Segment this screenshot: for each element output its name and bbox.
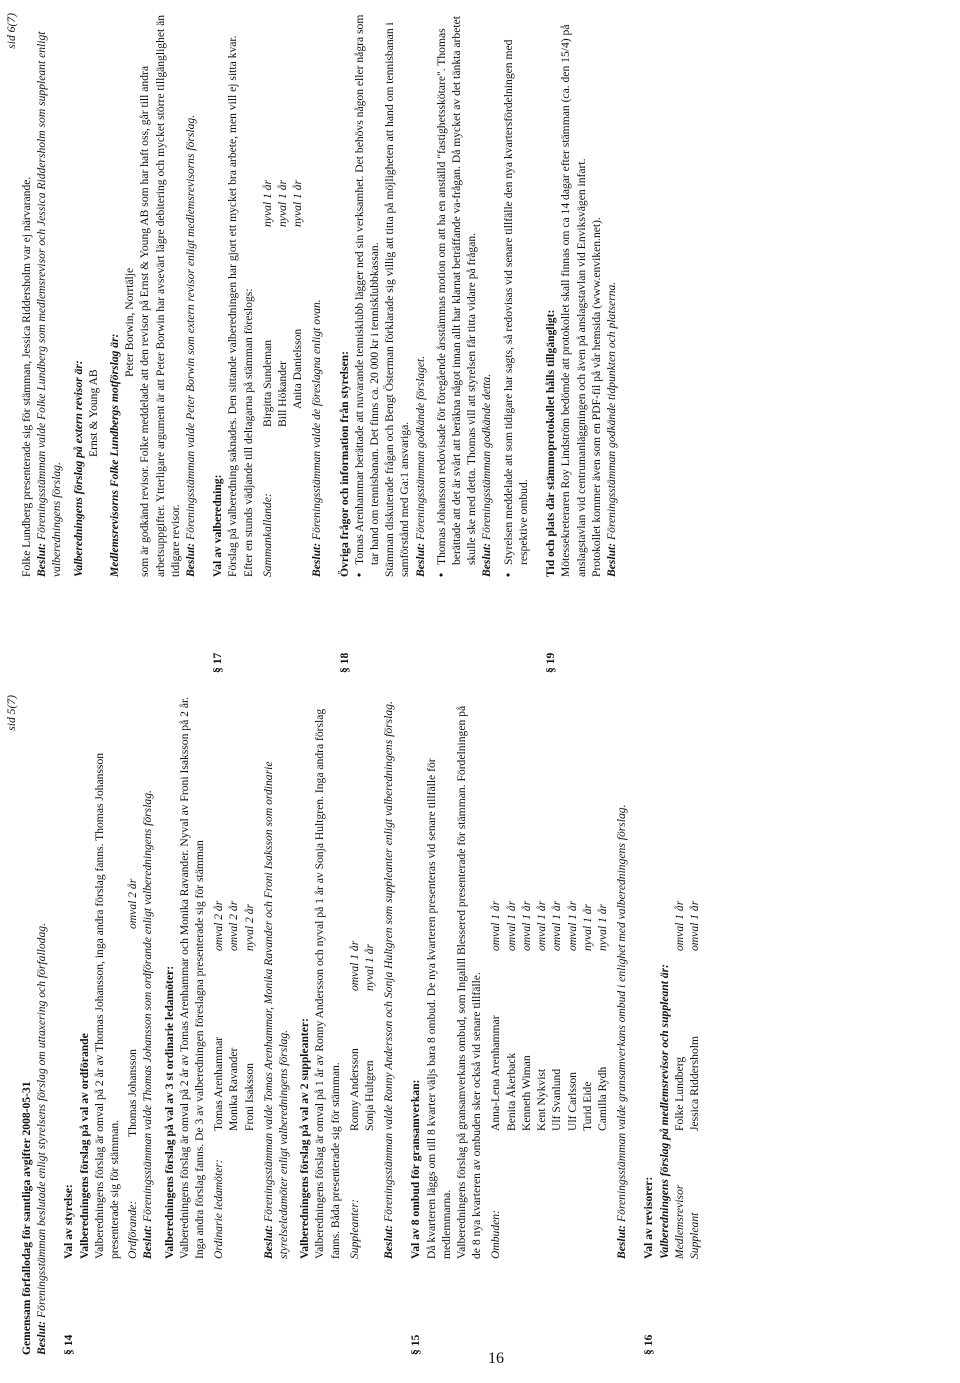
decision-label: Beslut: xyxy=(261,1224,275,1259)
decision-text: Föreningsstämman valde Peter Borwin som extern revisor enligt medlemsrevisorns förslag. xyxy=(184,114,198,540)
subheading: Valberedningens förslag på val av ordförande xyxy=(77,1033,91,1259)
term: omval 2 år xyxy=(126,878,140,929)
person-name: Kenneth Wiman xyxy=(519,1055,533,1131)
section-number: § 19 xyxy=(544,652,558,673)
subheading: Valberedningens förslag på val av 2 suppleanter: xyxy=(298,1018,312,1259)
decision-text: Föreningsstämman godkände tidpunkten och platserna. xyxy=(604,281,618,540)
person-name: Froni Isaksson xyxy=(242,1063,256,1131)
section-number: § 16 xyxy=(642,1334,656,1355)
paragraph: Valberedningens förslag är omval på 2 år av Tomas Arenhammar och Monika Ravander. Nyval av Froni Isaksson på 2 år. Inga andra förslag fanns. De 3 av valberedningen föreslagna presenterade sig för stämman xyxy=(177,696,207,1259)
decision xyxy=(140,695,155,1259)
bullet-icon: • xyxy=(352,572,366,577)
term: nyval 1 år xyxy=(580,903,594,951)
role-label: Sammankallande: xyxy=(260,493,274,577)
decision xyxy=(614,695,629,1259)
section-19-heading xyxy=(543,13,558,673)
page-number: 16 xyxy=(488,1350,504,1367)
person-name: Jessica Riddersholm xyxy=(687,1036,701,1131)
member-list xyxy=(211,695,257,1259)
bullet-text: Tomas Arenhammar berättade att nuvarande tennisklubb lägger ned sin verksamhet. Det behövs någon eller några som tar hand om tennisbanan. Det finns ca. 20 000 kr i tennisklubbkassan. xyxy=(352,14,382,565)
decision-label: Beslut: xyxy=(184,542,198,577)
role-label: Ombuden: xyxy=(489,1210,503,1259)
section-title: Val av styrelse: xyxy=(62,1184,76,1259)
term: omval 1 år xyxy=(550,900,564,951)
section-number: § 15 xyxy=(409,1334,423,1355)
section-14-heading xyxy=(61,695,76,1355)
section-title: Val av revisorer: xyxy=(642,1176,656,1259)
decision-text: Föreningsstämman valde Folke Lundberg som medlemsrevisor och Jessica Riddersholm som suppleant enligt valberedningens förslag. xyxy=(35,31,64,577)
person-name: Birgitta Sundeman xyxy=(260,339,274,427)
page-label: sid 5(7) xyxy=(5,695,18,731)
decision-text: Föreningsstämman valde de föreslagna enligt ovan. xyxy=(310,299,324,540)
page-sid-5 xyxy=(0,695,940,1355)
decision xyxy=(34,695,49,1355)
decision-label: Beslut: xyxy=(141,1224,155,1259)
bullet-text: Styrelsen meddelade att som tidigare har sagts, så redovisas vid senare tillfälle den nya kvartersfördelningen med respektive ombud. xyxy=(501,39,530,565)
subheading: Valberedningens förslag på extern revisor är: xyxy=(71,360,85,577)
auditor-name: Peter Borwin, Norrtälje xyxy=(123,267,137,377)
person-name: Turid Eide xyxy=(580,1081,594,1131)
section-number: § 18 xyxy=(337,652,351,673)
paragraph: Protokollet kommer även som en PDF-fil på vår hemsida (www.enviken.net). xyxy=(589,217,603,577)
role-label: Medlemsrevisor xyxy=(672,1184,686,1259)
term: nyval 2 år xyxy=(242,903,256,951)
term: omval 1 år xyxy=(672,900,686,951)
term: omval 1 år xyxy=(535,900,549,951)
bullet-item xyxy=(352,13,382,577)
term: nyval 1 år xyxy=(291,179,305,227)
paragraph: som är godkänd revisor. Folke meddelade att den revisor på Ernst & Young AB som har haft oss, går till andra arbetsuppgifter. Ytterligare argument är att Peter Borwin har avsevärt lägre debitering och mycket större tillgänglighet än tidigare revisor. xyxy=(138,14,182,577)
decision xyxy=(309,13,324,577)
decision-text: Föreningsstämman godkände förslaget. xyxy=(413,355,427,540)
person-name: Ulf Svanlund xyxy=(550,1068,564,1131)
decision xyxy=(604,13,619,577)
bullet-item xyxy=(501,13,531,577)
decision xyxy=(261,695,291,1259)
paragraph: Mötessekreteraren Roy Lindström bedömde att protokollet skall finnas om ca 14 dagar efter stämman (ca. den 15/4) på anslagstavlan vid centrumanläggningen och även på anslagstavlan vid Enviksvägen infart. xyxy=(559,24,588,577)
section-title: Val av valberedning: xyxy=(211,474,225,577)
section-18-heading xyxy=(337,13,352,673)
term: nyval 1 år xyxy=(595,903,609,951)
decision xyxy=(183,13,198,577)
section-number: § 14 xyxy=(62,1334,76,1355)
paragraph: Förslag på valberedning saknades. Den sittande valberedningen har gjort ett mycket bra arbete, men vill ej sitta kvar. Efter en stunds vädjande till deltagarna på stämman föreslogs: xyxy=(226,35,255,577)
term: nyval 1 år xyxy=(276,179,290,227)
page-sid-6 xyxy=(0,13,940,673)
role-label: Suppleant xyxy=(687,1212,701,1259)
decision-label: Beslut: xyxy=(413,542,427,577)
paragraph: Valberedningens förslag är omval på 2 år av Thomas Johansson, inga andra förslag fanns. Thomas Johansson presenterade sig för stämman. xyxy=(92,752,122,1259)
paragraph: Stämman diskuterade frågan och Bengt Österman förklarade sig villig att titta på möjligheten att hand om tennisbanan i samförstånd med Ga:1 ansvariga. xyxy=(383,22,412,577)
paragraph: Valberedningens förslag är omval på 1 år av Ronny Andersson och nyval på 1 år av Sonja Hultgren. Inga andra förslag fanns. Båda presenterade sig för stämman. xyxy=(313,708,342,1259)
section-title: Tid och plats där stämmoprotokollet hålls tillgängligt: xyxy=(544,309,558,577)
person-name: Folke Lundberg xyxy=(672,1056,686,1131)
decision-label: Beslut: xyxy=(310,542,324,577)
decision xyxy=(479,13,494,577)
decision-label: Beslut: xyxy=(615,1224,629,1259)
decision-text: Föreningsstämman godkände detta. xyxy=(480,373,494,540)
term: omval 1 år xyxy=(347,940,361,991)
paragraph: Då kvarteren läggs om till 8 kvarter väljs bara 8 ombud. De nya kvarteren presenteras vid senare tillfälle för medlemmarna. xyxy=(424,758,453,1259)
paragraph: Valberedningens förslag på gransamverkans ombud, som Ingalill Blessered presenterade för stämman. Fördelningen på de 8 nya kvarteren av ombuden sker också vid senare tillfälle. xyxy=(455,705,484,1259)
term: omval 2 år xyxy=(212,900,226,951)
nomination-list xyxy=(260,13,306,577)
person-name: Monika Ravander xyxy=(227,1047,241,1131)
person-row xyxy=(125,695,140,1259)
decision-label: Beslut: xyxy=(382,1224,396,1259)
term: omval 1 år xyxy=(687,900,701,951)
person-name: Ulf Carlsson xyxy=(565,1072,579,1131)
decision-label: Beslut: xyxy=(35,1320,49,1355)
person-name: Anna-Lena Arenhammar xyxy=(489,1015,503,1131)
term: omval 1 år xyxy=(489,900,503,951)
term: omval 1 år xyxy=(565,900,579,951)
decision-text: Föreningsstämman beslutade enligt styrelsens förslag om uttaxering och förfallodag. xyxy=(35,923,49,1318)
subheading: Valberedningens förslag på val av 3 st ordinarie ledamöter: xyxy=(162,965,176,1259)
person-name: Sonja Hultgren xyxy=(363,1060,377,1131)
bullet-text: Thomas Johansson redovisade för föregående årsstämmas motion om att ha en anställd "fastighetsskötare". Thomas berättade att det är svårt att beräkna något innan allt har klarnat beträffande va-frågan. Då mycket av det tänkta arbetet skulle ske med detta. Thomas vill att styrelsen får titta vidare på frågan. xyxy=(434,16,479,565)
section-17-heading xyxy=(210,13,225,673)
section-title: Övriga frågor och information från styrelsen: xyxy=(337,351,351,577)
person-name: Bill Hökander xyxy=(276,360,290,427)
paragraph: Folke Lundberg presenterade sig för stämman, Jessica Riddersholm var ej närvarande. xyxy=(20,176,33,577)
decision-label: Beslut: xyxy=(480,542,494,577)
decision-text: Föreningsstämman valde Thomas Johansson som ordförande enligt valberedningens förslag. xyxy=(141,790,155,1222)
decision xyxy=(381,695,396,1259)
decision xyxy=(413,13,428,577)
role-label: Suppleanter: xyxy=(347,1199,361,1259)
role-label: Ordförande: xyxy=(126,1200,140,1259)
auditor-name: Ernst & Young AB xyxy=(86,369,100,457)
person-name: Camilla Rydh xyxy=(595,1066,609,1131)
decision-label: Beslut: xyxy=(35,542,49,577)
term: omval 1 år xyxy=(504,900,518,951)
subheading: Medlemsrevisorns Folke Lundbergs motförslag är: xyxy=(108,333,122,577)
decision-text: Föreningsstämman valde gransamverkans ombud i enlighet med valberedningens förslag. xyxy=(615,804,629,1222)
subheading: Valberedningens förslag på medlemsrevisor och suppleant är: xyxy=(657,963,671,1259)
person-name: Kent Nykvist xyxy=(535,1068,549,1131)
page-label: sid 6(7) xyxy=(5,13,18,49)
section-15-heading xyxy=(408,695,423,1355)
section-number: § 17 xyxy=(211,652,225,673)
decision-text: Föreningsstämman valde Ronny Andersson och Sonja Hultgren som suppleanter enligt valberedningens förslag. xyxy=(382,701,396,1222)
bullet-item xyxy=(434,13,480,577)
bullet-icon: • xyxy=(434,572,448,577)
term: omval 1 år xyxy=(519,900,533,951)
person-name: Thomas Johansson xyxy=(126,1049,140,1137)
delegate-list xyxy=(488,695,610,1259)
term: nyval 1 år xyxy=(260,179,274,227)
due-date-heading: Gemensam förfallodag för samtliga avgifter 2008-05-31 xyxy=(20,1081,33,1355)
decision-text: Föreningsstämman valde Tomas Arenhammar, Monika Ravander och Froni Isaksson som ordinarie styrelseledamöter enligt valberedningens förslag. xyxy=(261,761,291,1259)
section-16-heading xyxy=(641,695,656,1355)
person-name: Anita Danielsson xyxy=(291,328,305,409)
bullet-icon: • xyxy=(501,572,515,577)
person-name: Benita Åkerback xyxy=(504,1052,518,1131)
section-title: Val av 8 ombud för gransamverkan: xyxy=(409,1079,423,1259)
term: nyval 1 år xyxy=(363,943,377,991)
decision-label: Beslut: xyxy=(604,542,618,577)
term: omval 2 år xyxy=(227,900,241,951)
decision xyxy=(34,13,64,577)
role-label: Ordinarie ledamöter: xyxy=(212,1159,226,1259)
person-name: Tomas Arenhammar xyxy=(212,1036,226,1131)
substitute-list xyxy=(347,695,377,1259)
person-name: Ronny Andersson xyxy=(347,1048,361,1131)
